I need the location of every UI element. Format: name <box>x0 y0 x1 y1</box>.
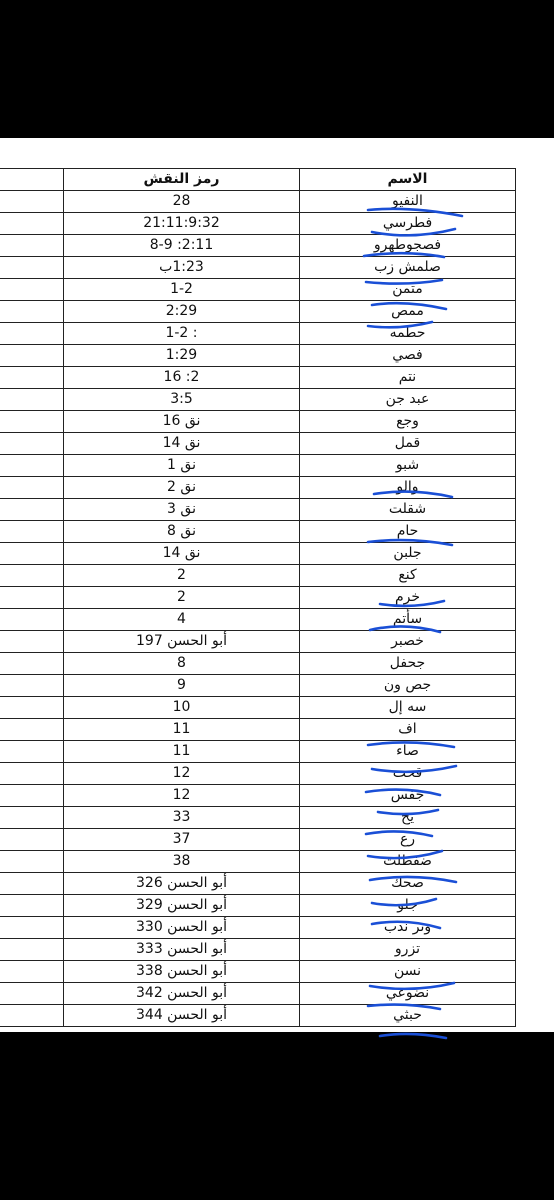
name-cell: شبو <box>300 455 516 477</box>
header-code: رمز النقش <box>64 169 300 191</box>
name-cell: اف <box>300 719 516 741</box>
empty-cell <box>0 763 64 785</box>
code-cell: نق 3 <box>64 499 300 521</box>
table-row <box>0 433 516 455</box>
empty-cell <box>0 191 64 213</box>
table-row <box>0 895 516 917</box>
name-cell: نسن <box>300 961 516 983</box>
name-cell: متمن <box>300 279 516 301</box>
empty-cell <box>0 301 64 323</box>
empty-cell <box>0 543 64 565</box>
empty-cell <box>0 279 64 301</box>
table-row <box>0 653 516 675</box>
code-cell: أبو الحسن 338 <box>64 961 300 983</box>
code-cell: نق 8 <box>64 521 300 543</box>
table-row <box>0 675 516 697</box>
name-cell: تزرو <box>300 939 516 961</box>
empty-cell <box>0 719 64 741</box>
empty-cell <box>0 873 64 895</box>
empty-cell <box>0 785 64 807</box>
name-cell: فصجوطهرو <box>300 235 516 257</box>
code-cell: 2 <box>64 587 300 609</box>
empty-cell <box>0 389 64 411</box>
code-cell: أبو الحسن 197 <box>64 631 300 653</box>
name-cell: سه إل <box>300 697 516 719</box>
code-cell: 33 <box>64 807 300 829</box>
empty-cell <box>0 807 64 829</box>
empty-cell <box>0 521 64 543</box>
empty-cell <box>0 367 64 389</box>
name-cell: قمل <box>300 433 516 455</box>
code-cell: 1:23ب <box>64 257 300 279</box>
empty-cell <box>0 829 64 851</box>
code-cell: 2:11: 8-9 <box>64 235 300 257</box>
table-row <box>0 983 516 1005</box>
table-row <box>0 763 516 785</box>
code-cell: أبو الحسن 330 <box>64 917 300 939</box>
code-cell: 1:29 <box>64 345 300 367</box>
table-row <box>0 257 516 279</box>
empty-cell <box>0 565 64 587</box>
table-row <box>0 367 516 389</box>
table-row <box>0 719 516 741</box>
empty-cell <box>0 433 64 455</box>
table-row <box>0 631 516 653</box>
empty-cell <box>0 895 64 917</box>
table-row <box>0 807 516 829</box>
empty-cell <box>0 1005 64 1027</box>
inscriptions-table <box>0 168 516 1027</box>
code-cell: 2: 16 <box>64 367 300 389</box>
document-page <box>0 138 554 1032</box>
empty-cell <box>0 257 64 279</box>
empty-cell <box>0 983 64 1005</box>
table-row <box>0 917 516 939</box>
table-header-row <box>0 169 516 191</box>
empty-cell <box>0 499 64 521</box>
name-cell: ضفطلت <box>300 851 516 873</box>
name-cell: عبد جن <box>300 389 516 411</box>
name-cell: ممص <box>300 301 516 323</box>
name-cell: سأتم <box>300 609 516 631</box>
code-cell: نق 1 <box>64 455 300 477</box>
name-cell: صاء <box>300 741 516 763</box>
name-cell: نضوعي <box>300 983 516 1005</box>
table-row <box>0 455 516 477</box>
name-cell: يخ <box>300 807 516 829</box>
table-row <box>0 939 516 961</box>
code-cell: 4 <box>64 609 300 631</box>
table-row <box>0 477 516 499</box>
name-cell: حام <box>300 521 516 543</box>
code-cell: : 1-2 <box>64 323 300 345</box>
name-cell: صلمش زب <box>300 257 516 279</box>
name-cell: جلو <box>300 895 516 917</box>
table-row <box>0 521 516 543</box>
table-row <box>0 411 516 433</box>
table-row <box>0 191 516 213</box>
name-cell: وتر ندب <box>300 917 516 939</box>
name-cell: جص ون <box>300 675 516 697</box>
table-row <box>0 345 516 367</box>
code-cell: 10 <box>64 697 300 719</box>
name-cell: حطمه <box>300 323 516 345</box>
code-cell: 28 <box>64 191 300 213</box>
name-cell: صحك <box>300 873 516 895</box>
code-cell: 8 <box>64 653 300 675</box>
table-row <box>0 587 516 609</box>
table-row <box>0 499 516 521</box>
name-cell: فطرسي <box>300 213 516 235</box>
code-cell: 12 <box>64 763 300 785</box>
empty-cell <box>0 411 64 433</box>
empty-cell <box>0 741 64 763</box>
table-row <box>0 389 516 411</box>
table-row <box>0 301 516 323</box>
table-row <box>0 609 516 631</box>
empty-cell <box>0 323 64 345</box>
name-cell: نتم <box>300 367 516 389</box>
table-row <box>0 961 516 983</box>
pen-underline-stroke <box>380 1034 446 1038</box>
code-cell: 2 <box>64 565 300 587</box>
name-cell: فصي <box>300 345 516 367</box>
empty-cell <box>0 653 64 675</box>
empty-cell <box>0 851 64 873</box>
table-row <box>0 697 516 719</box>
empty-cell <box>0 939 64 961</box>
empty-cell <box>0 675 64 697</box>
code-cell: نق 16 <box>64 411 300 433</box>
empty-cell <box>0 961 64 983</box>
code-cell: أبو الحسن 344 <box>64 1005 300 1027</box>
code-cell: 11 <box>64 741 300 763</box>
table-row <box>0 873 516 895</box>
empty-cell <box>0 345 64 367</box>
empty-cell <box>0 455 64 477</box>
code-cell: أبو الحسن 333 <box>64 939 300 961</box>
name-cell: خصبر <box>300 631 516 653</box>
table-row <box>0 565 516 587</box>
table-row <box>0 543 516 565</box>
name-cell: خرم <box>300 587 516 609</box>
table-row <box>0 235 516 257</box>
name-cell: النفيو <box>300 191 516 213</box>
name-cell: جلبن <box>300 543 516 565</box>
empty-cell <box>0 609 64 631</box>
code-cell: 3:5 <box>64 389 300 411</box>
name-cell: قحت <box>300 763 516 785</box>
empty-cell <box>0 477 64 499</box>
table-row <box>0 851 516 873</box>
empty-cell <box>0 235 64 257</box>
table-row <box>0 741 516 763</box>
code-cell: نق 2 <box>64 477 300 499</box>
code-cell: 38 <box>64 851 300 873</box>
name-cell: حبثي <box>300 1005 516 1027</box>
code-cell: نق 14 <box>64 433 300 455</box>
name-cell: رع <box>300 829 516 851</box>
name-cell: وجع <box>300 411 516 433</box>
code-cell: 2:29 <box>64 301 300 323</box>
empty-cell <box>0 213 64 235</box>
code-cell: 11 <box>64 719 300 741</box>
empty-cell <box>0 917 64 939</box>
name-cell: جفس <box>300 785 516 807</box>
name-cell: شقلت <box>300 499 516 521</box>
header-name: الاسم <box>300 169 516 191</box>
empty-cell <box>0 631 64 653</box>
code-cell: 21:11:9:32 <box>64 213 300 235</box>
code-cell: أبو الحسن 329 <box>64 895 300 917</box>
code-cell: 9 <box>64 675 300 697</box>
table-row <box>0 213 516 235</box>
empty-cell <box>0 697 64 719</box>
empty-cell <box>0 587 64 609</box>
table-row <box>0 829 516 851</box>
code-cell: 12 <box>64 785 300 807</box>
code-cell: أبو الحسن 326 <box>64 873 300 895</box>
table-row <box>0 785 516 807</box>
table-row <box>0 323 516 345</box>
table-row <box>0 279 516 301</box>
code-cell: 1-2 <box>64 279 300 301</box>
name-cell: والو <box>300 477 516 499</box>
code-cell: 37 <box>64 829 300 851</box>
code-cell: نق 14 <box>64 543 300 565</box>
code-cell: أبو الحسن 342 <box>64 983 300 1005</box>
empty-header-cell <box>0 169 64 191</box>
name-cell: جحفل <box>300 653 516 675</box>
table-row <box>0 1005 516 1027</box>
name-cell: كنع <box>300 565 516 587</box>
